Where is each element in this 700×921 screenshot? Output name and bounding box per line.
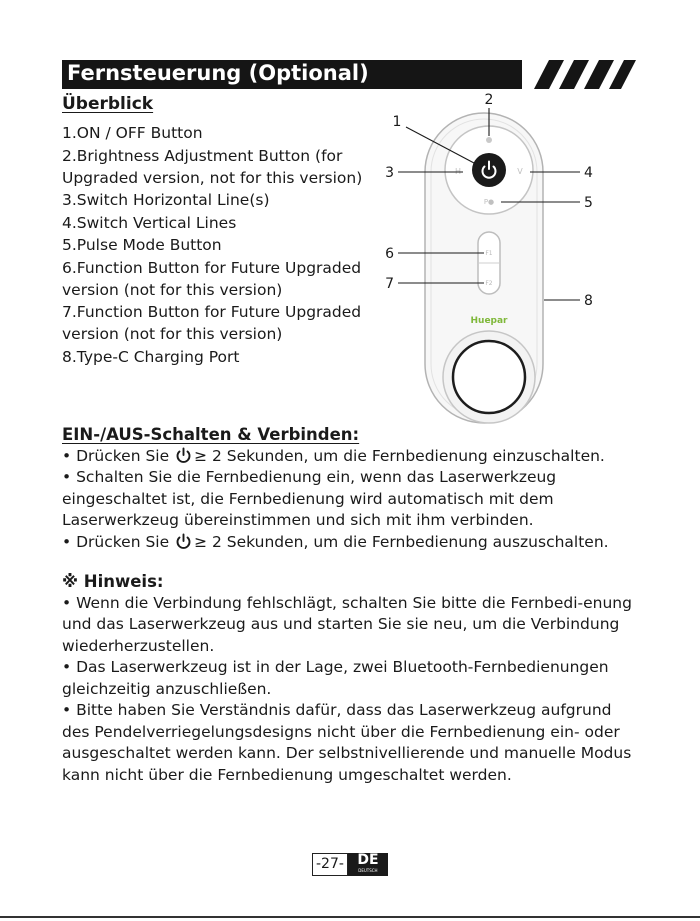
- overview-item: 4.Switch Vertical Lines: [62, 213, 237, 232]
- title-bar: [62, 60, 636, 89]
- note-text: Bitte haben Sie Verständnis dafür, dass das Laserwerkzeug aufgrund des Pendelverriegelungsdesigns nicht über die Fernbedienung ein- oder ausgeschaltet werden kann. Der selbstnivellierende und manuelle Modus kann nicht über die Fernbedienung umgeschaltet werden.: [62, 701, 632, 784]
- page-number: -27-: [312, 853, 348, 876]
- overview-item: 3.Switch Horizontal Line(s): [62, 191, 270, 209]
- callout-8: 8: [584, 293, 593, 309]
- note-paragraph: [62, 593, 642, 658]
- off-text-after: ≥ 2 Sekunden, um die Fernbedienung auszuschalten.: [194, 532, 609, 551]
- overview-item: 1.ON / OFF Button: [62, 124, 203, 142]
- callout-4: 4: [584, 165, 593, 181]
- on-off-paragraph: [62, 446, 642, 468]
- page-title: Fernsteuerung (Optional): [67, 61, 369, 85]
- connect-text: Schalten Sie die Fernbedienung ein, wenn das Laserwerkzeug eingeschaltet ist, die Fernbedienung wird automatisch mit dem Laserwerkzeug übereinstimmen und sich mit ihm verbinden.: [62, 468, 557, 529]
- note-section: [62, 571, 642, 786]
- callout-2: 2: [484, 92, 494, 108]
- on-off-section: [62, 424, 642, 553]
- on-text-before: Drücken Sie: [76, 446, 175, 465]
- f2-mark: F2: [485, 280, 493, 287]
- remote-diagram: [380, 88, 636, 428]
- note-paragraph: [62, 700, 642, 786]
- power-icon: [175, 447, 192, 464]
- h-mark: H: [454, 167, 462, 176]
- off-text-before: Drücken Sie: [76, 532, 175, 551]
- v-mark: V: [517, 167, 523, 176]
- p-mark: P●: [483, 198, 495, 206]
- bullet: •: [62, 468, 72, 486]
- bullet: •: [62, 593, 72, 612]
- on-off-heading: EIN-/AUS-Schalten & Verbinden:: [62, 425, 360, 444]
- bullet: •: [62, 658, 72, 676]
- callout-1: 1: [392, 114, 402, 130]
- overview-list: [62, 122, 372, 368]
- grip-inner-ring: [453, 341, 525, 413]
- brightness-button-dot: [486, 137, 492, 143]
- overview-heading: Überblick: [62, 94, 154, 114]
- callout-5: 5: [584, 195, 593, 211]
- note-heading: ※ Hinweis:: [62, 572, 164, 591]
- note-text: Das Laserwerkzeug ist in der Lage, zwei Bluetooth-Fernbedienungen gleichzeitig anzuschließen.: [62, 658, 609, 698]
- language-badge: [348, 853, 388, 876]
- page-footer: [312, 853, 388, 876]
- bullet: •: [62, 532, 72, 551]
- note-text: Wenn die Verbindung fehlschlägt, schalten Sie bitte die Fernbedi-enung und das Laserwerkzeug aus und starten Sie sie neu, um die Verbindung wiederherzustellen.: [62, 593, 632, 655]
- overview-item: 8.Type-C Charging Port: [62, 347, 240, 366]
- overview-item: 7.Function Button for Future Upgraded version (not for this version): [62, 303, 362, 343]
- brand-logo: Huepar: [470, 316, 508, 326]
- callout-6: 6: [385, 246, 394, 262]
- language-name: DEUTSCH: [358, 868, 378, 873]
- f1-mark: F1: [485, 250, 493, 257]
- on-text-after: ≥ 2 Sekunden, um die Fernbedienung einzuschalten.: [194, 446, 605, 465]
- overview-item: 5.Pulse Mode Button: [62, 236, 222, 254]
- note-paragraph: [62, 657, 642, 700]
- callout-3: 3: [385, 165, 394, 181]
- overview-item: 2.Brightness Adjustment Button (for Upgraded version, not for this version): [62, 146, 363, 187]
- overview-item: 6.Function Button for Future Upgraded version (not for this version): [62, 258, 362, 299]
- bullet: •: [62, 446, 72, 465]
- bottom-rule: [0, 916, 700, 918]
- connect-paragraph: [62, 467, 642, 532]
- power-icon: [175, 533, 192, 550]
- language-code: DE: [357, 852, 379, 868]
- off-paragraph: [62, 532, 642, 554]
- callout-7: 7: [385, 276, 394, 292]
- bullet: •: [62, 701, 72, 719]
